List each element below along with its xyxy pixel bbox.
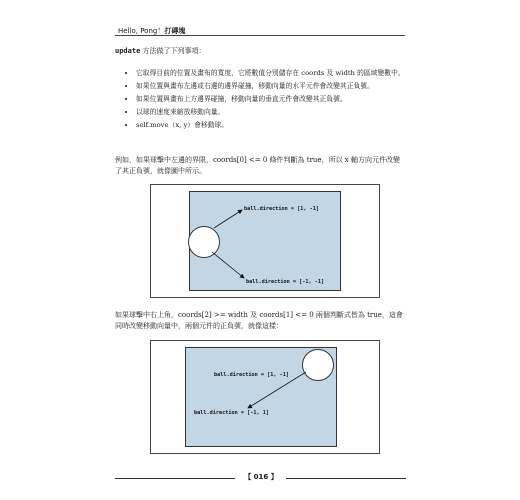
canvas-panel xyxy=(189,191,341,291)
footer-rule-left xyxy=(115,478,235,479)
page-number: 【 016 】 xyxy=(244,473,278,481)
list-item: • 如果位置與畫布上方邊界碰撞，移動向量的垂直元件會改變其正負號。 xyxy=(136,94,406,105)
canvas-panel xyxy=(185,347,337,447)
header-title-bold: 打磚塊 xyxy=(164,27,186,35)
list-item: • 它取得目前的位置及畫布的寬度，它將數值分別儲存在 coords 及 width 的區域變數中。 xyxy=(136,68,406,79)
direction-label-bottom: ball.direction = [-1, 1] xyxy=(194,410,269,416)
arrow-outgoing xyxy=(212,252,244,278)
list-item: • 以球的速度來縮放移動向量。 xyxy=(136,107,406,118)
footer-rule-right xyxy=(286,478,406,479)
header-rule xyxy=(115,35,405,36)
direction-label-top: ball.direction = [1, -1] xyxy=(214,372,289,378)
arrow-incoming xyxy=(214,210,242,228)
figure-left-bounce xyxy=(150,184,380,298)
direction-label-bottom: ball.direction = [-1, -1] xyxy=(246,279,325,285)
method-name: update xyxy=(115,47,141,55)
list-item: • self.move（x, y）會移動球。 xyxy=(136,120,406,131)
direction-arrows xyxy=(186,348,336,446)
corner-paragraph: 如果球擊中右上角，coords[2] >= width 及 coords[1] <= 0 兩個判斷式皆為 true，這會同時改變移動向量中，兩個元件的正負號，就像這樣： xyxy=(115,311,403,330)
left-edge-paragraph: 例如，如果球擊中左邊的界限，coords[0] <= 0 條件判斷為 true，所以 x 軸方向元件改變了其正負號，就像圖中所示。 xyxy=(115,156,400,175)
intro-text: 方法做了下列事項： xyxy=(140,47,206,55)
list-item: • 如果位置與畫布左邊或右邊的邊界碰撞，移動向量的水平元件會改變其正負號。 xyxy=(136,81,406,92)
intro-paragraph xyxy=(115,46,405,57)
steps-list xyxy=(120,66,406,133)
figure-corner-bounce xyxy=(150,340,380,454)
header-title: Hello, Pong！ xyxy=(118,27,165,35)
direction-label-top: ball.direction = [1, -1] xyxy=(244,206,319,212)
